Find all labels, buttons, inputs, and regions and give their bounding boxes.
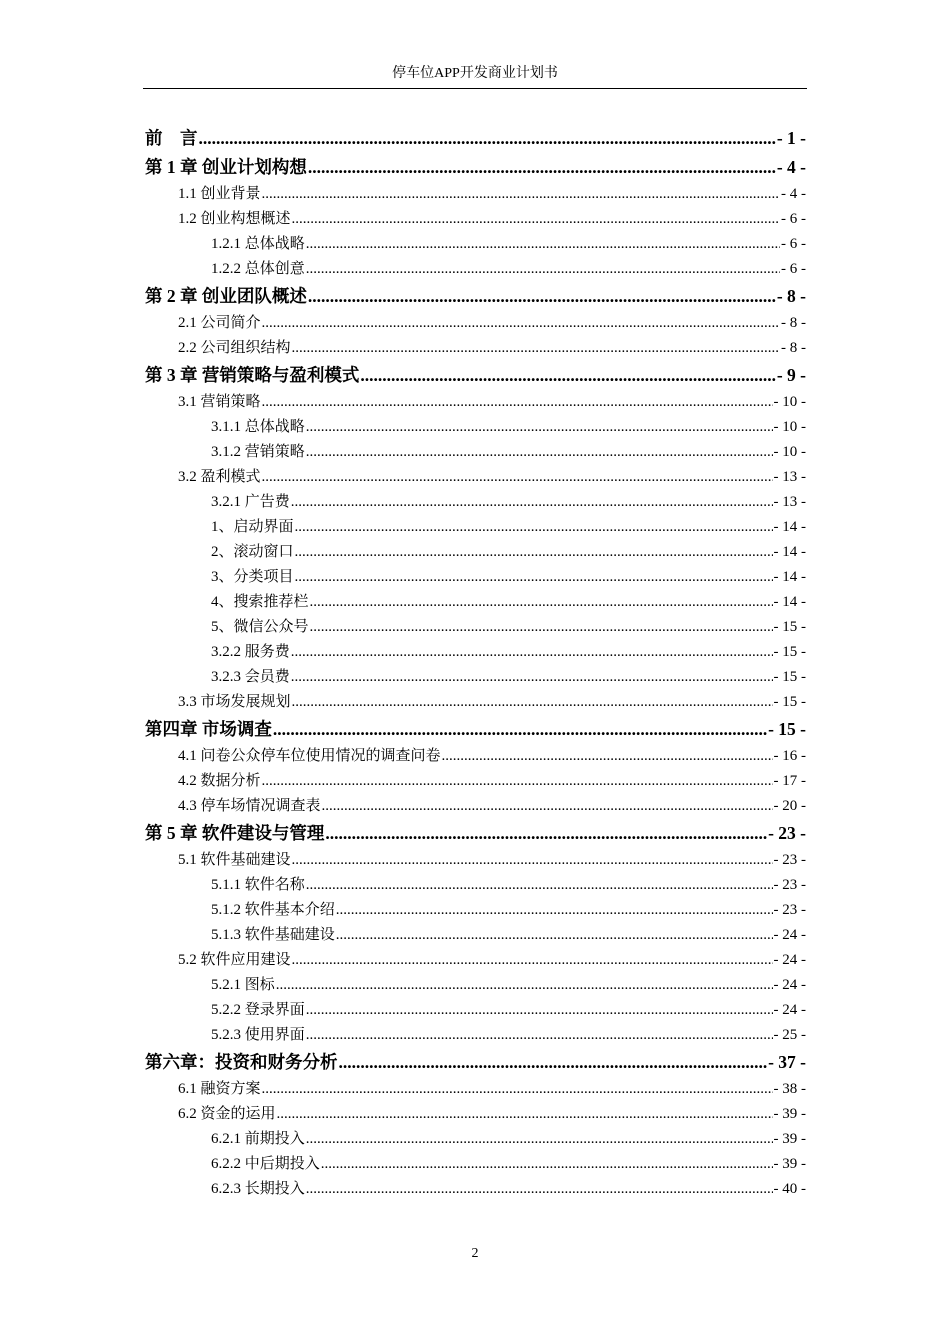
toc-entry-page: - 39 - [773, 1106, 806, 1122]
toc-entry[interactable] [145, 440, 806, 465]
toc-entry-page: - 10 - [773, 419, 806, 435]
toc-entry[interactable] [145, 1127, 806, 1152]
toc-entry[interactable] [145, 1023, 806, 1048]
toc-entry-title: 2.1 公司简介 [178, 315, 261, 331]
toc-entry-title: 3.1 营销策略 [178, 394, 261, 410]
toc-entry-page: - 20 - [773, 798, 806, 814]
toc-entry-page: - 15 - [773, 644, 806, 660]
toc-entry-page: - 23 - [773, 852, 806, 868]
header-rule [143, 88, 807, 89]
toc-entry-page: - 9 - [776, 365, 806, 385]
toc-entry-title: 第 2 章 创业团队概述 [145, 286, 307, 306]
toc-entry[interactable] [145, 998, 806, 1023]
dot-leader [306, 1023, 773, 1048]
dot-leader [262, 390, 773, 415]
toc-entry-page: - 16 - [773, 748, 806, 764]
dot-leader [262, 311, 780, 336]
toc-entry-page: - 13 - [773, 469, 806, 485]
toc-entry[interactable] [145, 819, 806, 848]
dot-leader [292, 336, 780, 361]
toc-entry-title: 5.1.1 软件名称 [211, 877, 305, 893]
dot-leader [291, 665, 773, 690]
toc-entry[interactable] [145, 1102, 806, 1127]
toc-entry-page: - 17 - [773, 773, 806, 789]
toc-entry-title: 3.2 盈利模式 [178, 469, 261, 485]
toc-entry[interactable] [145, 182, 806, 207]
toc-entry-page: - 6 - [781, 261, 806, 277]
toc-entry[interactable] [145, 565, 806, 590]
toc-entry-title: 第 1 章 创业计划构想 [145, 157, 307, 177]
toc-entry[interactable] [145, 1048, 806, 1077]
toc-entry-page: - 1 - [776, 128, 806, 148]
toc-entry-title: 3、分类项目 [211, 569, 294, 585]
toc-entry-title: 5.2.3 使用界面 [211, 1027, 305, 1043]
toc-entry[interactable] [145, 640, 806, 665]
toc-entry-title: 1.2.2 总体创意 [211, 261, 305, 277]
toc-entry-page: - 10 - [773, 444, 806, 460]
toc-entry-page: - 25 - [773, 1027, 806, 1043]
toc-entry[interactable] [145, 1152, 806, 1177]
toc-entry-page: - 13 - [773, 494, 806, 510]
toc-entry[interactable] [145, 769, 806, 794]
toc-entry-title: 3.2.3 会员费 [211, 669, 290, 685]
dot-leader [292, 690, 773, 715]
toc-entry[interactable] [145, 715, 806, 744]
page-number: 2 [471, 1246, 479, 1261]
dot-leader [262, 1077, 773, 1102]
toc-entry[interactable] [145, 257, 806, 282]
toc-entry-title: 6.2.3 长期投入 [211, 1181, 305, 1197]
toc-entry[interactable] [145, 415, 806, 440]
toc-entry-page: - 4 - [781, 186, 806, 202]
dot-leader [306, 873, 773, 898]
toc-entry[interactable] [145, 490, 806, 515]
toc-entry-title: 第四章 市场调查 [145, 719, 272, 739]
toc-entry-page: - 23 - [773, 877, 806, 893]
toc-entry[interactable] [145, 465, 806, 490]
toc-entry-page: - 14 - [773, 544, 806, 560]
running-header: 停车位APP开发商业计划书 [392, 66, 558, 81]
toc-entry-page: - 24 - [773, 952, 806, 968]
toc-entry-page: - 39 - [773, 1156, 806, 1172]
dot-leader [442, 744, 773, 769]
toc-entry-title: 3.1.2 营销策略 [211, 444, 305, 460]
toc-entry[interactable] [145, 848, 806, 873]
toc-entry-title: 6.1 融资方案 [178, 1081, 261, 1097]
toc-entry[interactable] [145, 311, 806, 336]
dot-leader [306, 440, 773, 465]
dot-leader [360, 361, 775, 390]
toc-entry[interactable] [145, 336, 806, 361]
toc-entry[interactable] [145, 153, 806, 182]
dot-leader [308, 153, 776, 182]
toc-entry[interactable] [145, 973, 806, 998]
dot-leader [322, 794, 773, 819]
dot-leader [262, 769, 773, 794]
toc-entry-title: 第六章：投资和财务分析 [145, 1052, 338, 1072]
toc-entry-page: - 10 - [773, 394, 806, 410]
dot-leader [262, 465, 773, 490]
dot-leader [306, 1177, 773, 1202]
toc-entry-page: - 14 - [773, 594, 806, 610]
toc-entry[interactable] [145, 590, 806, 615]
dot-leader [310, 615, 773, 640]
toc-entry-title: 2、滚动窗口 [211, 544, 294, 560]
toc-entry-title: 4.1 问卷公众停车位使用情况的调查问卷 [178, 748, 441, 764]
toc-entry[interactable] [145, 948, 806, 973]
toc-entry[interactable] [145, 665, 806, 690]
dot-leader [276, 973, 773, 998]
dot-leader [292, 848, 773, 873]
toc-entry-title: 1.2 创业构想概述 [178, 211, 291, 227]
dot-leader [336, 923, 773, 948]
toc-entry-title: 4、搜索推荐栏 [211, 594, 309, 610]
toc-entry-page: - 24 - [773, 927, 806, 943]
toc-entry-title: 3.3 市场发展规划 [178, 694, 291, 710]
toc-entry[interactable] [145, 923, 806, 948]
dot-leader [291, 640, 773, 665]
toc-entry-page: - 15 - [768, 719, 806, 739]
toc-entry-title: 3.2.1 广告费 [211, 494, 290, 510]
toc-entry-title: 3.2.2 服务费 [211, 644, 290, 660]
dot-leader [295, 565, 773, 590]
dot-leader [321, 1152, 773, 1177]
toc-entry-title: 6.2.1 前期投入 [211, 1131, 305, 1147]
toc-entry[interactable] [145, 615, 806, 640]
toc-entry[interactable] [145, 873, 806, 898]
toc-entry[interactable] [145, 390, 806, 415]
dot-leader [306, 998, 773, 1023]
dot-leader [292, 948, 773, 973]
dot-leader [199, 124, 776, 153]
toc-entry-title: 2.2 公司组织结构 [178, 340, 291, 356]
toc-entry-page: - 37 - [768, 1052, 806, 1072]
toc-entry-page: - 6 - [781, 236, 806, 252]
toc-entry-title: 第 5 章 软件建设与管理 [145, 823, 325, 843]
dot-leader [277, 1102, 773, 1127]
toc-entry-page: - 6 - [781, 211, 806, 227]
toc-entry-title: 1.2.1 总体战略 [211, 236, 305, 252]
toc-entry-page: - 38 - [773, 1081, 806, 1097]
toc-entry-page: - 8 - [781, 340, 806, 356]
dot-leader [295, 515, 773, 540]
dot-leader [308, 282, 776, 311]
toc-entry-page: - 8 - [781, 315, 806, 331]
toc-entry-page: - 40 - [773, 1181, 806, 1197]
toc-entry-page: - 14 - [773, 519, 806, 535]
toc-entry-page: - 4 - [776, 157, 806, 177]
toc-entry[interactable] [145, 232, 806, 257]
dot-leader [336, 898, 773, 923]
toc-entry[interactable] [145, 540, 806, 565]
toc-entry-title: 5.2.2 登录界面 [211, 1002, 305, 1018]
dot-leader [262, 182, 780, 207]
toc-entry-page: - 39 - [773, 1131, 806, 1147]
toc-entry[interactable] [145, 515, 806, 540]
toc-entry[interactable] [145, 361, 806, 390]
toc-entry-title: 6.2.2 中后期投入 [211, 1156, 320, 1172]
toc-entry-title: 4.3 停车场情况调查表 [178, 798, 321, 814]
toc-entry-page: - 24 - [773, 1002, 806, 1018]
toc-entry-title: 5.1 软件基础建设 [178, 852, 291, 868]
toc-entry-page: - 15 - [773, 619, 806, 635]
dot-leader [291, 490, 773, 515]
toc-entry-title: 4.2 数据分析 [178, 773, 261, 789]
toc-entry-title: 3.1.1 总体战略 [211, 419, 305, 435]
toc-entry-title: 5.2.1 图标 [211, 977, 275, 993]
dot-leader [306, 415, 773, 440]
dot-leader [306, 1127, 773, 1152]
toc-entry[interactable] [145, 690, 806, 715]
toc-entry[interactable] [145, 207, 806, 232]
toc-entry[interactable] [145, 124, 806, 153]
dot-leader [306, 257, 780, 282]
toc-entry[interactable] [145, 794, 806, 819]
toc-entry-title: 5.1.2 软件基本介绍 [211, 902, 335, 918]
toc-entry-page: - 8 - [776, 286, 806, 306]
dot-leader [273, 715, 767, 744]
toc-entry-page: - 15 - [773, 669, 806, 685]
toc-entry-title: 1、启动界面 [211, 519, 294, 535]
table-of-contents [145, 124, 806, 1202]
dot-leader [292, 207, 780, 232]
toc-entry-title: 6.2 资金的运用 [178, 1106, 276, 1122]
toc-entry-title: 1.1 创业背景 [178, 186, 261, 202]
toc-entry[interactable] [145, 1177, 806, 1202]
toc-entry[interactable] [145, 1077, 806, 1102]
dot-leader [325, 819, 767, 848]
toc-entry-page: - 24 - [773, 977, 806, 993]
toc-entry-page: - 23 - [768, 823, 806, 843]
toc-entry-title: 第 3 章 营销策略与盈利模式 [145, 365, 360, 385]
toc-entry-title: 5.2 软件应用建设 [178, 952, 291, 968]
toc-entry-title: 前 言 [145, 128, 198, 148]
toc-entry-title: 5、微信公众号 [211, 619, 309, 635]
toc-entry[interactable] [145, 744, 806, 769]
dot-leader [339, 1048, 768, 1077]
toc-entry[interactable] [145, 898, 806, 923]
dot-leader [295, 540, 773, 565]
dot-leader [306, 232, 780, 257]
toc-entry[interactable] [145, 282, 806, 311]
toc-entry-page: - 15 - [773, 694, 806, 710]
toc-entry-page: - 14 - [773, 569, 806, 585]
dot-leader [310, 590, 773, 615]
toc-entry-title: 5.1.3 软件基础建设 [211, 927, 335, 943]
toc-entry-page: - 23 - [773, 902, 806, 918]
